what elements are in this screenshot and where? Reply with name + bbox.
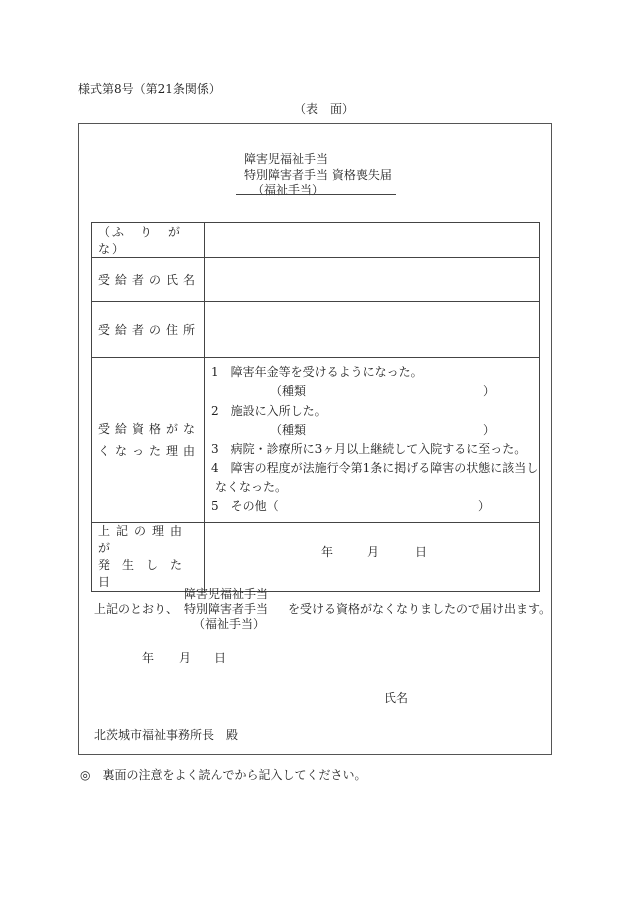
side-label: （表 面）: [294, 102, 355, 116]
statement-prefix: 上記のとおり、: [94, 602, 179, 616]
reason-label-line-2: くなった理由: [98, 444, 201, 458]
submit-year: 年: [142, 651, 155, 665]
signature-name-label: 氏名: [384, 691, 409, 705]
furigana-label: （ふ り が な）: [92, 223, 205, 258]
submit-day: 日: [214, 651, 227, 665]
date-label-line-1: 上記の理由が: [98, 524, 189, 555]
submit-month: 月: [179, 651, 192, 665]
occurrence-date-field[interactable]: [205, 523, 540, 592]
name-label: 受給者の氏名: [92, 258, 205, 302]
title-line-2: 特別障害者手当 資格喪失届: [244, 168, 392, 182]
reason-5: 5 その他（: [211, 499, 279, 513]
date-year: 年: [321, 545, 334, 559]
addressee: 北茨城市福祉事務所長 殿: [94, 728, 239, 742]
reason-5-close: ）: [478, 499, 491, 513]
date-day: 日: [415, 545, 428, 559]
statement-middle: 特別障害者手当: [184, 602, 269, 616]
reason-4: 4 障害の程度が法施行令第1条に掲げる障害の状態に該当し: [211, 461, 539, 475]
reason-1-close: ）: [483, 384, 496, 398]
form-table: [91, 222, 540, 592]
address-label: 受給者の住所: [92, 302, 205, 358]
form-number: 様式第8号（第21条関係）: [78, 82, 221, 96]
reason-label-line-1: 受給資格がな: [98, 422, 201, 436]
reason-2-kind: （種類: [270, 423, 307, 437]
reason-4-cont: なくなった。: [215, 480, 288, 494]
reason-3: 3 病院・診療所に3ヶ月以上継続して入院するに至った。: [211, 442, 527, 456]
footer-note: ◎ 裏面の注意をよく読んでから記入してください。: [80, 768, 367, 782]
reason-1: 1 障害年金等を受けるようになった。: [211, 365, 423, 379]
statement-above: 障害児福祉手当: [184, 587, 269, 601]
title-underline: [236, 194, 396, 195]
reason-2-close: ）: [483, 423, 496, 437]
date-month: 月: [367, 545, 380, 559]
date-label: [92, 523, 205, 592]
title-line-3: （福祉手当）: [252, 183, 325, 197]
statement-suffix: を受ける資格がなくなりましたので届け出ます。: [288, 602, 552, 616]
reason-label: [92, 358, 205, 523]
name-field[interactable]: [205, 258, 540, 302]
reason-field[interactable]: [205, 358, 540, 523]
furigana-field[interactable]: [205, 223, 540, 258]
date-label-line-2: 発生した日: [98, 558, 195, 589]
statement-below: （福祉手当）: [193, 617, 266, 631]
reason-2: 2 施設に入所した。: [211, 404, 327, 418]
title-line-1: 障害児福祉手当: [244, 152, 329, 166]
address-field[interactable]: [205, 302, 540, 358]
reason-1-kind: （種類: [270, 384, 307, 398]
